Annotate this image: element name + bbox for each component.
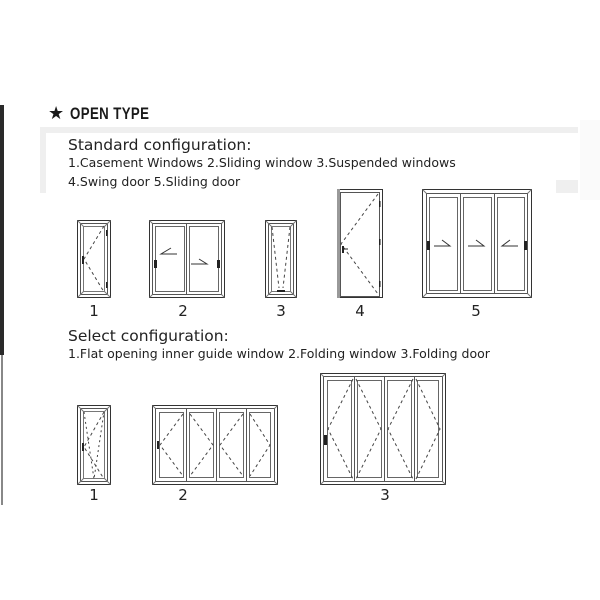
suspended-window-diagram — [265, 220, 297, 298]
select-heading: Select configuration: — [68, 327, 229, 345]
sliding-window-diagram — [149, 220, 225, 298]
standard-label-3: 3 — [276, 302, 286, 320]
left-edge-bar — [0, 105, 4, 355]
inner-guide-window-diagram — [77, 405, 111, 485]
standard-line-2: 4.Swing door 5.Sliding door — [68, 174, 241, 189]
section-title: OPEN TYPE — [70, 104, 150, 123]
folding-window-diagram — [152, 405, 278, 485]
sliding-door-diagram — [422, 189, 532, 298]
folding-door-diagram — [320, 373, 446, 485]
star-icon: ★ — [48, 103, 65, 124]
casement-window-diagram — [77, 220, 111, 298]
standard-line-1: 1.Casement Windows 2.Sliding window 3.Suspended windows — [68, 155, 456, 170]
standard-heading: Standard configuration: — [68, 136, 252, 154]
box-shadow — [580, 120, 600, 200]
box-corner — [556, 180, 578, 193]
select-label-1: 1 — [89, 486, 99, 504]
section-header — [48, 104, 172, 124]
select-label-2: 2 — [178, 486, 188, 504]
standard-label-5: 5 — [471, 302, 481, 320]
select-label-3: 3 — [380, 486, 390, 504]
standard-label-4: 4 — [355, 302, 365, 320]
left-edge-line — [1, 355, 3, 505]
swing-door-diagram — [337, 189, 383, 298]
standard-label-1: 1 — [89, 302, 99, 320]
select-line-1: 1.Flat opening inner guide window 2.Folding window 3.Folding door — [68, 346, 490, 361]
standard-label-2: 2 — [178, 302, 188, 320]
